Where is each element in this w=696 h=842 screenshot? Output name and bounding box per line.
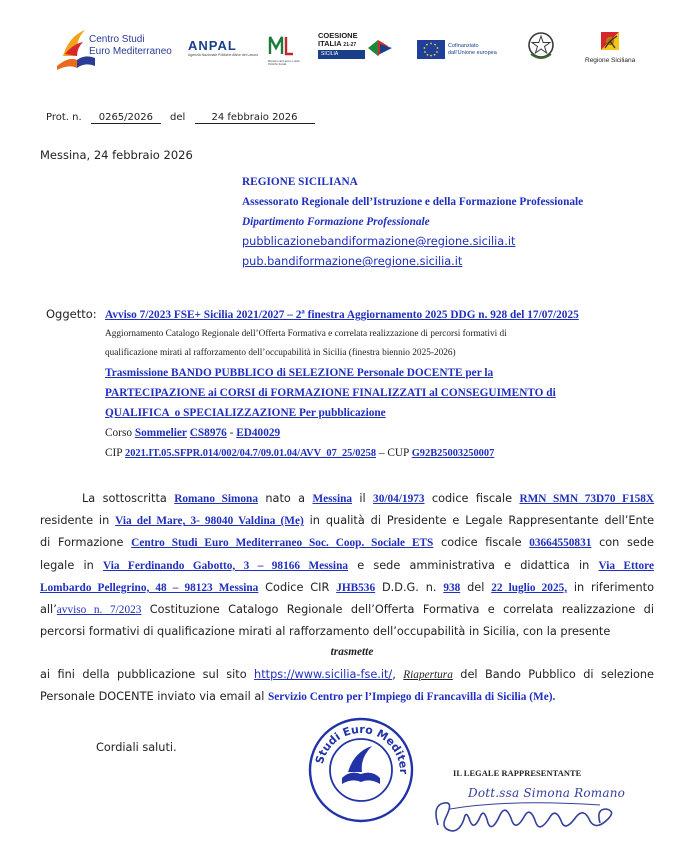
body-line-6 [40,599,654,621]
company-stamp [306,714,416,824]
recipient-block [242,172,583,272]
body-text: all’ [40,603,57,617]
coesione-logo [318,32,396,68]
eu-line2: dall'Unione europea [448,49,497,56]
fiscal-code: RMN SMN 73D70 F158X [519,493,655,505]
closing: Cordiali saluti. [96,741,177,754]
body-text: Personale DOCENTE inviato via email al [40,689,265,703]
subject-line6: QUALIFICA o SPECIALIZZAZIONE Per pubblicazione [105,407,386,419]
ddg-number: 938 [443,581,461,594]
coesione-region: SICILIA [318,50,365,59]
recipient-dept: Assessorato Regionale dell’Istruzione e della Formazione Professionale [242,196,584,208]
prot-date: 24 febbraio 2026 [195,112,315,124]
signature-title: IL LEGALE RAPPRESENTANTE [453,769,582,778]
eu-line1: Cofinanziato [448,43,479,49]
subject-label: Oggetto: [46,307,97,321]
body-text: nato a [265,492,306,505]
subject-course [105,423,579,443]
recipient-email-2[interactable]: pub.bandiformazione@regione.sicilia.it [242,255,463,268]
body-text: Costituzione Catalogo Regionale dell’Offerta Formativa e correlata realizzazione di [149,603,654,617]
italy-emblem-icon [527,30,555,62]
site-link[interactable]: https://www.sicilia-fse.it/ [254,667,393,681]
trasmette: trasmette [330,646,374,659]
servizio-impiego: Servizio Centro per l’Impiego di Francavilla di Sicilia (Me). [267,690,556,703]
recipient-name: REGIONE SICILIANA [242,176,358,188]
body-text: in qualità di Presidente e Legale Rappresentante dell’Ente [309,514,655,528]
prot-del-label: del [170,112,186,123]
ml-logo [268,34,300,68]
subject-block [105,305,579,464]
sede-amministrativa-1: Via Ettore [598,559,654,572]
avviso-ref: avviso n. 7/2023 [56,604,142,617]
subject-line1: Avviso 7/2023 FSE+ Sicilia 2021/2027 – 2ª finestra Aggiornamento 2025 DDG n. 928 del 17/07/2025 [105,309,579,321]
csem-logo-line2: Euro Mediterraneo [89,46,172,57]
body-text: ai fini della pubblicazione sul sito [40,667,247,681]
anpal-logo [188,38,259,62]
body-text: residente in [40,514,110,528]
coesione-line2: ITALIA [318,39,342,48]
body-text: del Bando Pubblico di selezione [460,667,654,681]
protocol-line [46,112,315,124]
residence-address: Via del Mare, 3- 98040 Valdina (Me) [115,515,304,528]
trinacria-icon [599,30,621,52]
signature-name: Dott.ssa Simona Romano [468,786,626,800]
subject-line3: qualificazione mirati al rafforzamento dell’occupabilità in Sicilia (finestra biennio 2025-2026) [105,348,456,358]
signer-name: Romano Simona [174,493,258,505]
coesione-arrow-icon [366,34,394,60]
cup-value: G92B25003250007 [411,448,495,459]
body-paragraph [40,488,654,708]
course-sep: - [229,427,234,439]
subject-line4: Trasmissione BANDO PUBBLICO di SELEZIONE Personale DOCENTE per la [105,367,494,379]
body-text: il [359,492,366,505]
regione-label: Regione Siciliana [585,57,636,64]
body-text: Codice CIR [265,580,330,594]
place-date: Messina, 24 febbraio 2026 [40,148,193,162]
coesione-line1: COESIONE [318,31,358,40]
sede-legale: Via Ferdinando Gabotto, 3 – 98166 Messina [102,559,348,572]
body-line-1 [40,488,654,510]
signature-scribble-icon [430,795,620,837]
body-line-2 [40,510,654,532]
body-text: D.D.G. n. [381,580,437,594]
body-line-4 [40,555,654,577]
body-line-3 [40,532,654,554]
body-text: , [392,667,396,681]
ml-logo-icon [268,34,294,56]
sede-amministrativa-2: Lombardo Pellegrino, 48 – 98123 Messina [40,581,259,594]
course-name: Sommelier [134,427,187,439]
ente-fiscal-code: 03664550831 [529,537,592,550]
prot-number: 0265/2026 [91,112,161,124]
body-line-9 [40,686,654,708]
cir-code: JHB536 [336,581,376,594]
coesione-years: 21-27 [343,42,357,48]
eu-logo [417,40,507,62]
csem-logo-line1: Centro Studi [89,34,145,45]
recipient-email-1[interactable]: pubblicazionebandiformazione@regione.sicilia.it [242,235,516,248]
subject-line5: PARTECIPAZIONE ai CORSI di FORMAZIONE FINALIZZATI al CONSEGUIMENTO di [105,387,556,399]
body-text: con sede [599,536,654,550]
body-line-5 [40,577,654,599]
body-text: e sede amministrativa e didattica in [357,558,590,572]
csem-logo [55,26,175,76]
eu-flag-icon [417,40,445,59]
recipient-subdept: Dipartimento Formazione Professionale [242,216,430,228]
ml-logo-sub: Ministero del Lavoro e delle Politiche Sociali [268,60,300,66]
subject-cip [105,443,579,464]
course-code-2: ED40029 [236,427,281,439]
body-text: in riferimento [573,580,655,594]
body-text: codice fiscale [441,536,522,550]
riapertura: Riapertura [403,668,453,681]
body-line-7: percorsi formativi di qualificazione mirati al rafforzamento dell’occupabilità in Sicilia, con la presente [40,625,611,639]
birth-date: 30/04/1973 [373,493,425,505]
stamp-seal-icon [306,714,416,824]
prot-label: Prot. n. [46,112,82,123]
handwritten-signature [430,795,620,837]
stamp-text: Studi Euro Mediter [312,722,411,775]
regione-logo [585,30,645,72]
body-text: legale in [40,558,94,572]
anpal-logo-text: ANPAL [188,38,237,53]
cup-label: – CUP [378,447,409,459]
cip-label: CIP [105,447,123,459]
subject-line2: Aggiornamento Catalogo Regionale dell’Offerta Formativa e correlata realizzazione di percorsi formativi di [105,329,507,339]
ddg-date: 22 luglio 2025, [491,581,568,594]
ente-name: Centro Studi Euro Mediterraneo Soc. Coop. Sociale ETS [131,537,434,550]
cip-value: 2021.IT.05.SFPR.014/002/04.7/09.01.04/AVV_07_25/0258 [125,448,377,459]
birth-city: Messina [312,493,353,505]
body-text: di Formazione [40,536,124,550]
course-label: Corso [105,427,132,439]
body-text: codice fiscale [431,492,513,505]
course-code-1: CS8976 [189,427,227,439]
anpal-logo-sub: Agenzia Nazionale Politiche Attive del Lavoro [188,53,259,57]
body-text: La sottoscritta [82,492,167,505]
header-logos [0,20,696,80]
body-line-8 [40,664,654,686]
body-text: del [467,580,485,594]
